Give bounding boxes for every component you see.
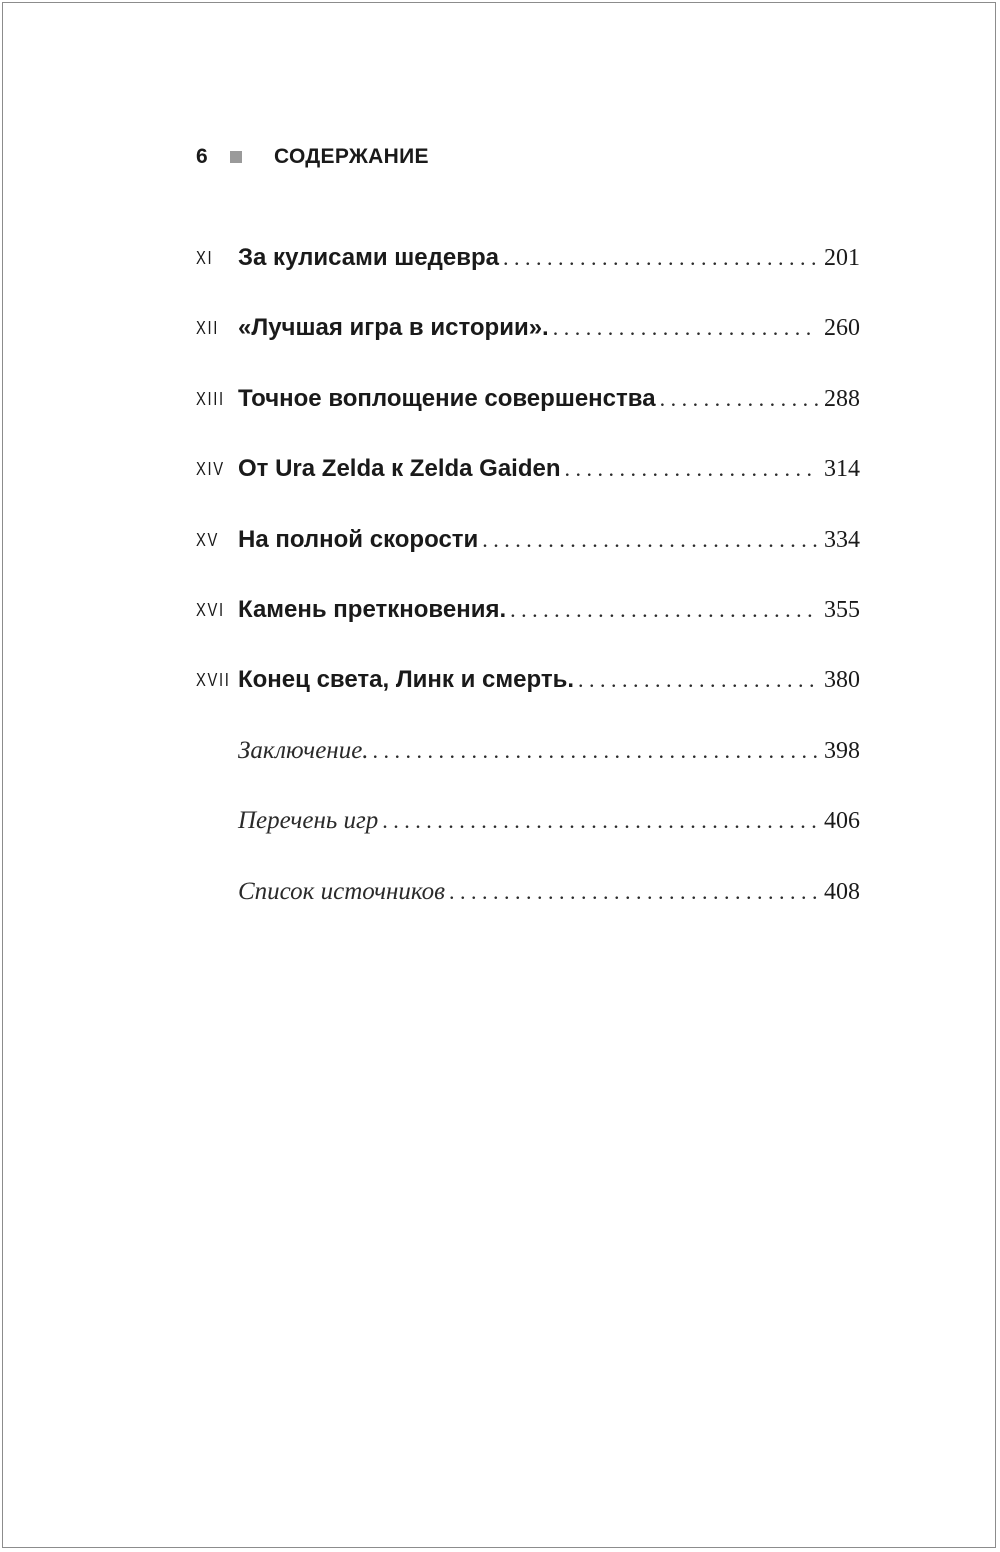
chapter-page: 355 xyxy=(824,596,860,623)
toc-entry-chapter-xii[interactable] xyxy=(196,310,860,380)
chapter-title: За кулисами шедевра xyxy=(238,244,499,271)
chapter-page: 314 xyxy=(824,456,860,483)
chapter-title: «Лучшая игра в истории». xyxy=(238,314,549,342)
section-page: 408 xyxy=(824,878,860,905)
dot-leader xyxy=(549,310,818,346)
toc-entry-chapter-xi[interactable] xyxy=(196,240,860,310)
chapter-page: 334 xyxy=(824,526,860,553)
chapter-numeral: XIII xyxy=(196,388,225,409)
running-head-title: СОДЕРЖАНИЕ xyxy=(274,145,429,168)
chapter-numeral: XIV xyxy=(196,459,225,480)
toc-entry-chapter-xvii[interactable] xyxy=(196,662,860,732)
chapter-numeral: XI xyxy=(196,248,214,268)
dot-leader xyxy=(656,381,818,417)
chapter-numeral: XV xyxy=(196,529,219,550)
chapter-page: 260 xyxy=(824,315,860,342)
dot-leader xyxy=(574,662,818,698)
chapter-title: На полной скорости xyxy=(238,525,479,553)
chapter-numeral: XVII xyxy=(196,670,231,691)
running-head xyxy=(196,142,429,172)
chapter-title: Точное воплощение совершенства xyxy=(238,384,656,412)
toc-entry-chapter-xiv[interactable] xyxy=(196,451,860,521)
chapter-page: 288 xyxy=(824,385,860,412)
table-of-contents xyxy=(196,240,860,944)
toc-entry-chapter-xvi[interactable] xyxy=(196,592,860,662)
toc-entry-chapter-xiii[interactable] xyxy=(196,381,860,451)
section-page: 406 xyxy=(824,808,860,835)
section-title: Перечень игр xyxy=(238,807,379,835)
dot-leader xyxy=(506,592,818,628)
page-number: 6 xyxy=(196,145,208,168)
section-title: Заключение. xyxy=(238,736,369,764)
section-title: Список источников xyxy=(238,877,446,905)
dot-leader xyxy=(478,522,818,558)
chapter-title: От Ura Zelda к Zelda Gaiden xyxy=(238,455,561,483)
chapter-page: 380 xyxy=(824,667,860,694)
toc-entry-conclusion[interactable] xyxy=(196,733,860,803)
toc-entry-chapter-xv[interactable] xyxy=(196,522,860,592)
dot-leader xyxy=(445,874,818,910)
square-bullet-icon xyxy=(230,151,242,163)
chapter-numeral: XVI xyxy=(196,599,225,620)
chapter-page: 201 xyxy=(824,245,860,271)
section-page: 398 xyxy=(824,737,860,764)
dot-leader xyxy=(561,451,818,487)
chapter-title: Конец света, Линк и смерть. xyxy=(238,666,574,694)
dot-leader xyxy=(369,733,818,769)
toc-entry-sources[interactable] xyxy=(196,874,860,944)
chapter-numeral: XII xyxy=(196,318,219,339)
dot-leader xyxy=(378,803,818,839)
chapter-title: Камень преткновения. xyxy=(238,595,507,623)
toc-entry-games-list[interactable] xyxy=(196,803,860,873)
dot-leader xyxy=(499,240,818,276)
